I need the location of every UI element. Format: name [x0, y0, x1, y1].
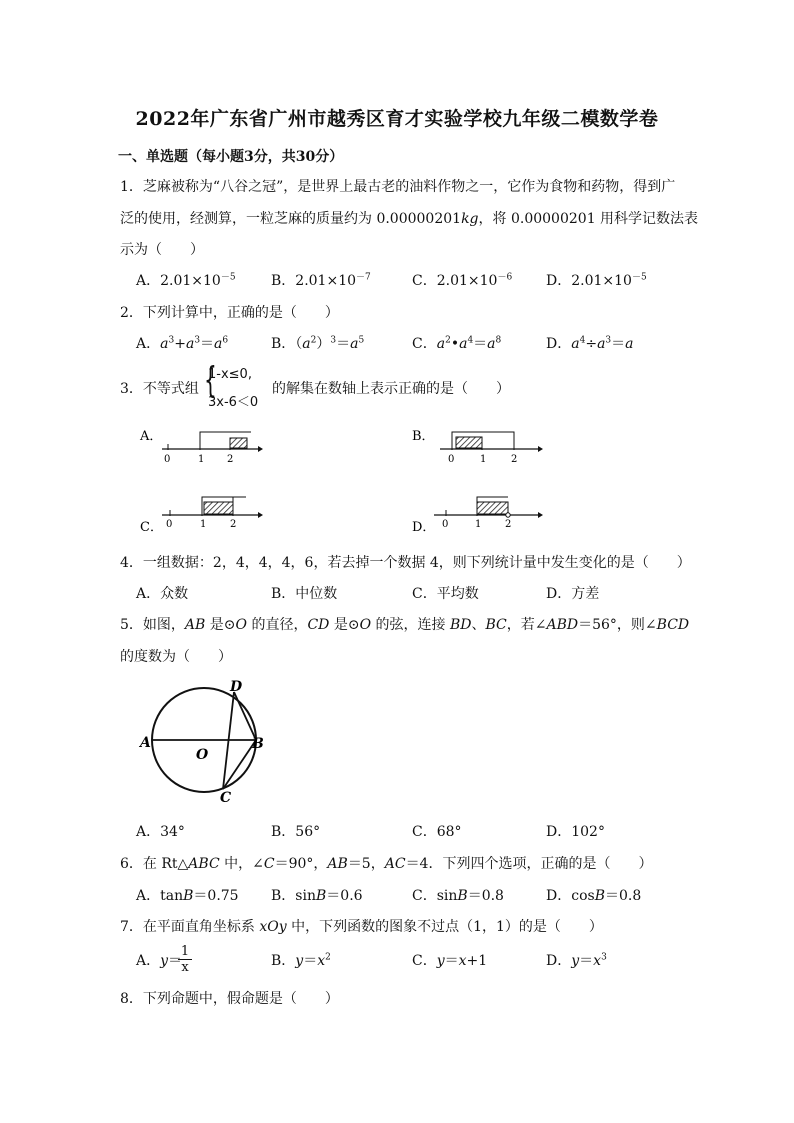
tick-1: 1 [475, 519, 482, 530]
q4-option-a: A．众数 [136, 586, 189, 602]
q3-numberline-b [440, 432, 543, 465]
q7-option-d: D．$y=x^3$ [546, 952, 607, 969]
tick-1: 1 [480, 454, 487, 465]
q1-line1: 1．芝麻被称为“八谷之冠”，是世界上最古老的油料作物之一，它作为食物和药物，得到广 [120, 179, 676, 195]
q5-line2: 的度数为（ ） [120, 649, 232, 665]
q7-stem: 7．在平面直角坐标系 xOy 中，下列函数的图象不过点（1，1）的是（ ） [120, 919, 603, 935]
q3-brace: { [204, 360, 217, 401]
label-o: O [196, 747, 209, 763]
q3-stem-prefix: 3．不等式组 [120, 381, 199, 397]
q2-option-b: B．$(a^2)^3=a^5$ [271, 335, 365, 352]
q4-option-c: C．平均数 [412, 586, 479, 602]
q3-number-lines [130, 420, 690, 540]
q6-stem: 6．在 Rt△ABC 中，∠C＝90°，AB＝5，AC＝4．下列四个选项，正确的是（ ） [120, 856, 653, 872]
q3-option-a-label: A． [140, 429, 163, 444]
fraction-denominator: x [181, 960, 189, 975]
tick-1: 1 [200, 519, 207, 530]
q3-option-c-label: C． [140, 520, 163, 535]
tick-0: 0 [448, 454, 455, 465]
q4-option-b: B．中位数 [271, 586, 338, 602]
q7-option-b: B．$y=x^2$ [271, 952, 331, 969]
q2-option-a: A．$a^3+a^3=a^6$ [136, 335, 229, 352]
tick-0: 0 [166, 519, 173, 530]
q3-inequality-2: 3x-6＜0 [208, 395, 259, 410]
label-b: B [252, 736, 264, 752]
tick-1: 1 [198, 454, 205, 465]
exam-title: 2022年广东省广州市越秀区育才实验学校九年级二模数学卷 [135, 108, 659, 130]
tick-2: 2 [505, 519, 512, 530]
q1-line2: 泛的使用，经测算，一粒芝麻的质量约为 0.00000201kg，将 0.00000201 用科学记数法表 [120, 211, 699, 227]
tick-2: 2 [230, 519, 237, 530]
q8-stem: 8．下列命题中，假命题是（ ） [120, 991, 339, 1007]
q3-option-b-label: B． [412, 429, 435, 444]
q6-option-b: B．sinB＝0.6 [271, 888, 363, 904]
q5-option-c: C．68° [412, 824, 462, 840]
label-c: C [220, 790, 232, 806]
q3-numberline-c [162, 497, 263, 530]
q6-option-d: D．cosB＝0.8 [546, 888, 642, 904]
q3-stem-suffix: 的解集在数轴上表示正确的是（ ） [272, 381, 510, 397]
label-d: D [230, 679, 243, 695]
q5-option-d: D．102° [546, 824, 605, 840]
q5-circle-figure [138, 678, 278, 808]
q2-option-c: C．$a^2•a^4=a^8$ [412, 335, 502, 352]
q3-option-d-label: D． [412, 520, 436, 535]
q2-stem: 2．下列计算中，正确的是（ ） [120, 305, 339, 321]
q7-option-c: C．y＝x+1 [412, 953, 488, 969]
q5-option-b: B．56° [271, 824, 321, 840]
q3-numberline-d [434, 497, 543, 530]
q1-option-b: B．$2.01\times 10^{-7}$ [271, 272, 371, 289]
q1-line3: 示为（ ） [120, 242, 204, 258]
tick-2: 2 [511, 454, 518, 465]
q6-option-a: A．tanB＝0.75 [136, 888, 239, 904]
q1-option-a: A．$2.01\times 10^{-5}$ [136, 272, 236, 289]
q5-stem: 5．如图，AB 是⊙O 的直径，CD 是⊙O 的弦，连接 BD、BC，若∠ABD＝56°，则∠BCD [120, 617, 690, 633]
q3-numberline-a [162, 432, 263, 465]
q7-fraction [178, 944, 192, 975]
section-heading: 一、单选题（每小题3分，共30分） [118, 149, 344, 165]
tick-2: 2 [227, 454, 234, 465]
tick-0: 0 [164, 454, 171, 465]
q1-option-d: D．$2.01\times 10^{-5}$ [546, 272, 647, 289]
fraction-numerator: 1 [178, 944, 192, 960]
q4-stem: 4．一组数据：2，4，4，4，6，若去掉一个数据 4，则下列统计量中发生变化的是（ ） [120, 555, 691, 571]
q5-option-a: A．34° [136, 824, 185, 840]
q7-option-a: A．y＝ [136, 953, 183, 969]
label-a: A [140, 735, 151, 751]
q6-option-c: C．sinB＝0.8 [412, 888, 504, 904]
q2-option-d: D．$a^4\div a^3=a$ [546, 335, 634, 352]
tick-0: 0 [442, 519, 449, 530]
q1-option-c: C．$2.01\times 10^{-6}$ [412, 272, 513, 289]
q3-inequality-1: 1-x≤0, [208, 367, 252, 382]
q4-option-d: D．方差 [546, 586, 600, 602]
